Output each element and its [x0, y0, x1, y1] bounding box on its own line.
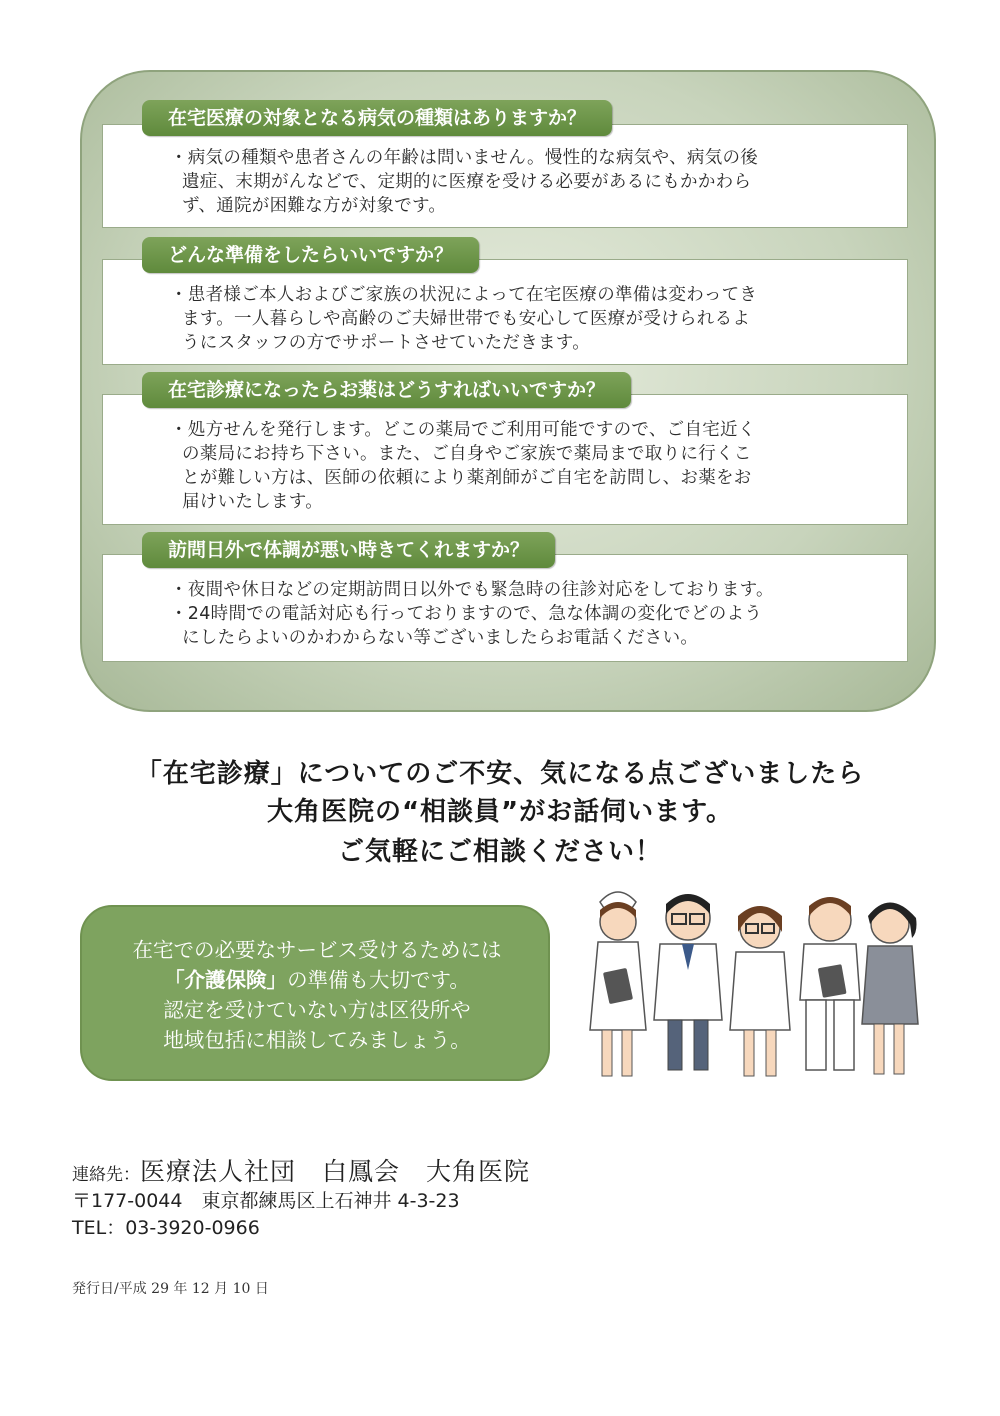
- faq-answer-line: ・患者様ご本人およびご家族の状況によって在宅医療の準備は変わってき: [170, 285, 758, 305]
- faq-answer-line: 届けいたします。: [182, 492, 323, 512]
- faq-answer-line: 遺症、末期がんなどで、定期的に医療を受ける必要があるにもかかわら: [182, 172, 752, 192]
- nurse-figure-icon: [590, 892, 646, 1076]
- faq-answer-line: ・24時間での電話対応も行っておりますので、急な体調の変化でどのよう: [170, 604, 763, 624]
- organization-name: 医療法人社団 白鳳会 大角医院: [140, 1157, 531, 1186]
- faq-question: 訪問日外で体調が悪い時きてくれますか？: [142, 532, 555, 568]
- receptionist-figure-icon: [862, 902, 918, 1074]
- faq-item-4: [102, 532, 908, 664]
- faq-question: 在宅診療になったらお薬はどうすればいいですか？: [142, 372, 631, 408]
- notice-line-2-rest: の準備も大切です。: [287, 968, 470, 992]
- faq-answer-line: にしたらよいのかわからない等ございましたらお電話ください。: [182, 628, 699, 648]
- address: 〒177-0044 東京都練馬区上石神井 4-3-23: [72, 1190, 460, 1212]
- faq-answer-line: ・夜間や休日などの定期訪問日以外でも緊急時の往診対応をしております。: [170, 580, 774, 600]
- notice-line-2: [82, 965, 552, 995]
- faq-answer-line: ・病気の種類や患者さんの年齢は問いません。慢性的な病気や、病気の後: [170, 148, 759, 168]
- faq-answer-line: ます。一人暮らしや高齢のご夫婦世帯でも安心して医療が受けられるよ: [182, 309, 751, 329]
- cta-heading-line-1: 「在宅診療」についてのご不安、気になる点ございましたら: [135, 759, 865, 789]
- insurance-notice-box: [80, 905, 550, 1081]
- faq-question: 在宅医療の対象となる病気の種類はありますか？: [142, 100, 612, 136]
- faq-answer-line: ず、通院が困難な方が対象です。: [182, 196, 447, 216]
- faq-answer-line: とが難しい方は、医師の依頼により薬剤師がご自宅を訪問し、お薬をお: [182, 468, 752, 488]
- doctor-figure-icon: [730, 906, 790, 1076]
- notice-line-4: 地域包括に相談してみましょう。: [163, 1028, 471, 1052]
- notice-line-1: 在宅での必要なサービス受けるためには: [132, 938, 502, 962]
- medical-staff-group-icon: [580, 880, 920, 1085]
- notice-emphasis: 「介護保険」: [164, 968, 288, 992]
- faq-item-3: [102, 372, 908, 527]
- faq-answer-line: うにスタッフの方でサポートさせていただきます。: [182, 333, 590, 353]
- faq-answer-line: の薬局にお持ち下さい。また、ご自身やご家族で薬局まで取りに行くこ: [182, 444, 752, 464]
- notice-line-3: 認定を受けていない方は区役所や: [163, 998, 471, 1022]
- male-nurse-figure-icon: [800, 897, 860, 1070]
- cta-heading-line-3: ご気軽にご相談ください！: [337, 837, 662, 867]
- faq-question: どんな準備をしたらいいですか？: [142, 237, 479, 273]
- telephone: TEL：03-3920-0966: [72, 1217, 260, 1239]
- faq-item-1: [102, 100, 908, 230]
- cta-heading-line-2: 大角医院の“相談員”がお話伺います。: [266, 797, 734, 827]
- issue-date: 発行日/平成 29 年 12 月 10 日: [72, 1281, 269, 1297]
- doctor-figure-icon: [654, 894, 722, 1070]
- faq-item-2: [102, 237, 908, 367]
- contact-label: 連絡先：: [72, 1165, 140, 1185]
- contact-line: [72, 1152, 530, 1188]
- faq-answer-line: ・処方せんを発行します。どこの薬局でご利用可能ですので、ご自宅近く: [170, 420, 756, 440]
